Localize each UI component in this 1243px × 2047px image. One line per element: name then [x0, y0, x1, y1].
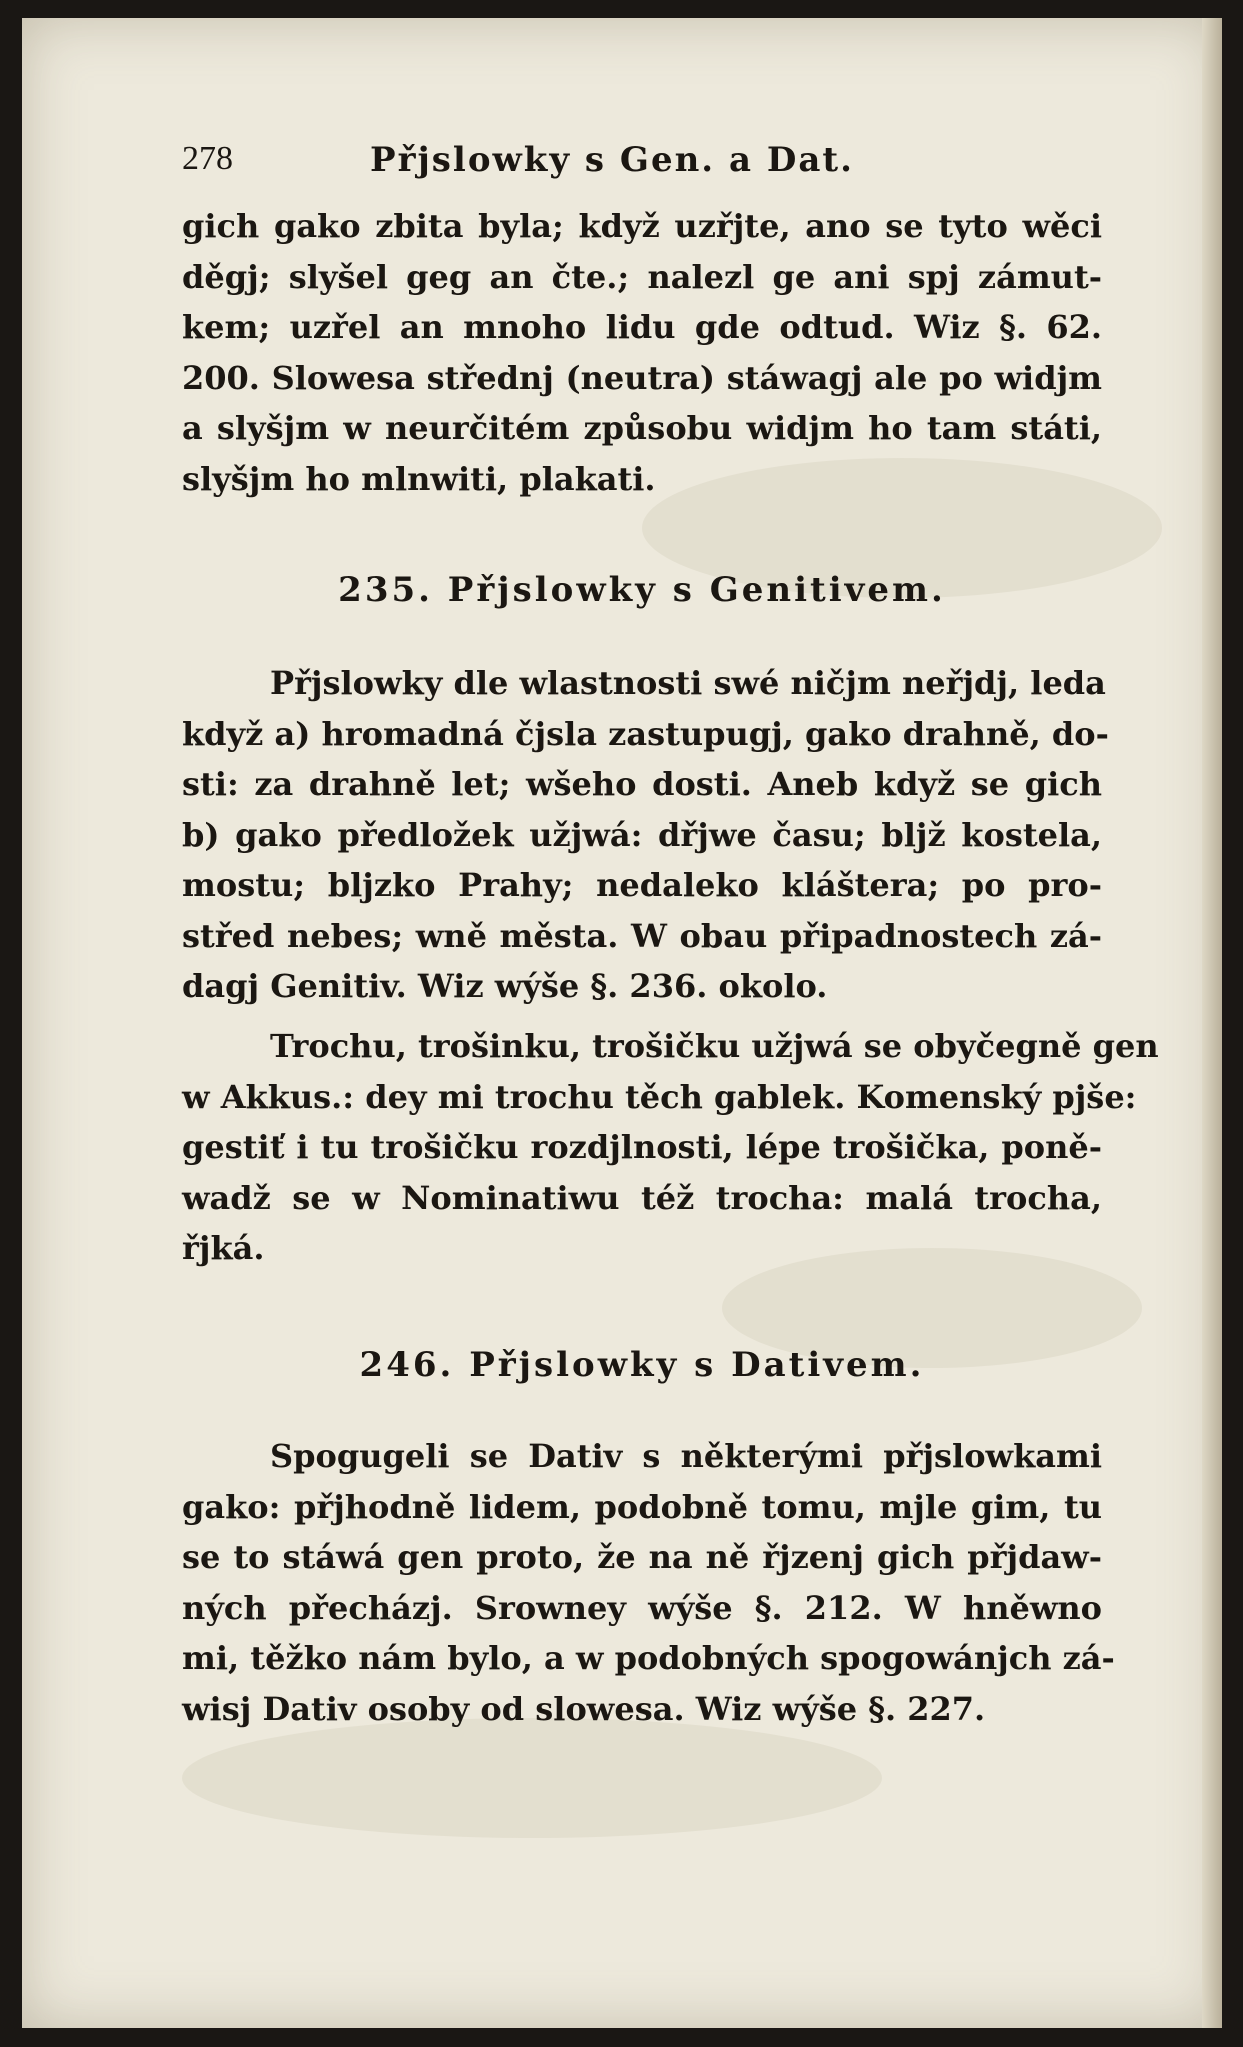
text-line: ných přecházj. Srowney wýše §. 212. W hněwno — [182, 1588, 1102, 1627]
text-line: řjká. — [182, 1229, 265, 1267]
text-line: sti: za drahně let; wšeho dosti. Aneb když se gich — [182, 765, 1102, 803]
text-line: Přjslowky dle wlastnosti swé ničjm neřjdj, leda — [270, 664, 1106, 702]
intro-paragraph — [182, 201, 1102, 504]
text-line: b) gako předložek užjwá: dřjwe času; bljž kostela, — [182, 815, 1102, 854]
text-line: když a) hromadná čjsla zastupugj, gako drahně, do- — [182, 714, 1109, 753]
text-line: w Akkus.: dey mi trochu těch gablek. Komenský pjše: — [182, 1077, 1137, 1116]
text-line: a slyšjm w neurčitém způsobu widjm ho tam státi, — [182, 409, 1102, 447]
text-line: mi, těžko nám bylo, a w podobných spogowánjch zá- — [182, 1639, 1115, 1677]
text-line: gestiť i tu trošičku rozdjlnosti, lépe trošička, poně- — [182, 1128, 1102, 1166]
text-line: Spogugeli se Dativ s některými přjslowkami — [270, 1437, 1102, 1475]
text-line: kem; uzřel an mnoho lidu gde odtud. Wiz §. 62. — [182, 308, 1102, 346]
text-line: slyšjm ho mlnwiti, plakati. — [182, 459, 656, 498]
text-line: Trochu, trošinku, trošičku užjwá se obyčegně gen — [270, 1027, 1159, 1065]
section-heading-genitive: 235. Přjslowky s Genitivem. — [338, 570, 946, 610]
text-line: střed nebes; wně města. W obau připadnostech zá- — [182, 916, 1102, 955]
section-heading-dative: 246. Přjslowky s Dativem. — [359, 1345, 925, 1385]
text-line: se to stáwá gen proto, že na ně řjzenj gich přjdaw- — [182, 1538, 1102, 1576]
page-number: 278 — [182, 140, 233, 177]
page-spine-edge — [1202, 18, 1222, 2028]
text-line: 200. Slowesa střednj (neutra) stáwagj ale po widjm — [182, 358, 1102, 397]
text-line: dagj Genitiv. Wiz wýše §. 236. okolo. — [182, 967, 828, 1005]
text-line: wisj Dativ osoby od slowesa. Wiz wýše §. 227. — [182, 1689, 986, 1728]
genitive-paragraph-1 — [182, 658, 1109, 1012]
text-line: gako: přjhodně lidem, podobně tomu, mjle gim, tu — [182, 1487, 1102, 1526]
book-page — [22, 18, 1222, 2028]
text-line: děgj; slyšel geg an čte.; nalezl ge ani spj zámut- — [182, 257, 1102, 296]
running-header — [182, 140, 1102, 190]
running-title: Přjslowky s Gen. a Dat. — [370, 140, 854, 180]
text-line: wadž se w Nominatiwu též trocha: malá trocha, — [182, 1178, 1102, 1217]
text-line: mostu; bljzko Prahy; nedaleko kláštera; po pro- — [182, 866, 1102, 904]
text-line: gich gako zbita byla; když uzřjte, ano se tyto wěci — [182, 207, 1102, 245]
bleed-through-stain — [182, 1718, 882, 1838]
genitive-paragraph-2 — [182, 1021, 1159, 1274]
dative-paragraph — [182, 1431, 1115, 1734]
